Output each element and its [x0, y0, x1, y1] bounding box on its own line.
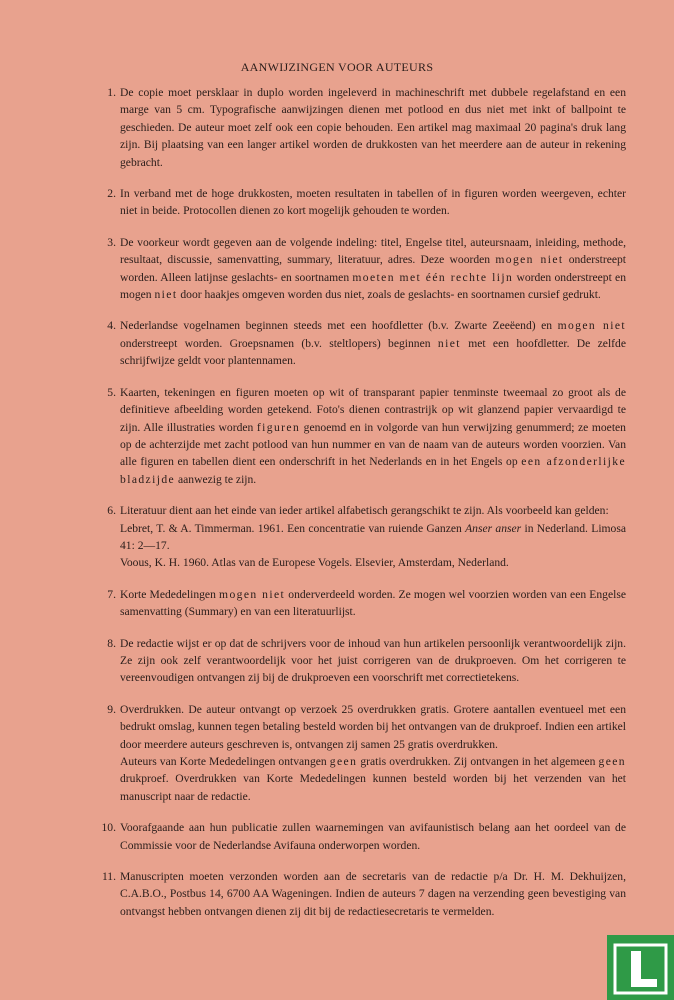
- item-number: 5.: [107, 385, 116, 399]
- list-item: [107, 317, 626, 369]
- item-text: De voorkeur wordt gegeven aan de volgende indeling: titel, Engelse titel, auteursnaam, inleiding, methode, resultaat, discussie, samenvatting, summary, literatuur, adres. Deze woorden mogen niet onderstreept worden. Alleen latijnse geslachts- en soortnamen moeten met één rechte lijn worden onderstreept en mogen niet door haakjes omgeven worden dus niet, zoals de geslachts- en soortnamen cursief gedrukt.: [120, 235, 626, 302]
- item-text: Nederlandse vogelnamen beginnen steeds met een hoofdletter (b.v. Zwarte Zeeëend) en mogen niet onderstreept worden. Groepsnamen (b.v. steltlopers) beginnen niet met een hoofdletter. De zelfde schrijfwijze geldt voor plantennamen.: [120, 319, 626, 368]
- item-text: Manuscripten moeten verzonden worden aan de secretaris van de redactie p/a Dr. H. M. Dekhuijzen, C.A.B.O., Postbus 14, 6700 AA Wageningen. Indien de auteurs 7 dagen na verzending geen bevestiging van ontvangst hebben ontvangen dienen zij dit bij de redactiesecretaris te vermelden.: [120, 870, 626, 918]
- item-number: 3.: [107, 235, 116, 249]
- item-number: 7.: [107, 587, 116, 601]
- list-item: [107, 502, 627, 572]
- item-number: 1.: [107, 86, 116, 99]
- item-number: 2.: [107, 187, 116, 201]
- item-number: 4.: [107, 319, 116, 333]
- item-text: Overdrukken. De auteur ontvangt op verzoek 25 overdrukken gratis. Grotere aantallen eventueel met een bedrukt omslag, kunnen tegen betaling besteld worden bij het ontvangen van de drukproef. Indien een artikel door meerdere auteurs geschreven is, ontvangen zij samen 25 gratis overdrukken. Auteurs van Korte Mededelingen ontvangen geen gratis overdrukken. Zij ontvangen in het algemeen geen drukproef. Overdrukken van Korte Mededelingen kunnen besteld worden bij het verzenden van het manuscript naar de redactie.: [120, 702, 626, 803]
- list-item: [107, 586, 627, 621]
- item-number: 9.: [107, 702, 116, 716]
- list-item: [107, 234, 626, 304]
- item-number: 8.: [107, 636, 116, 650]
- list-item: [107, 701, 626, 805]
- list-item: [101, 819, 626, 854]
- item-text: Voorafgaande aan hun publicatie zullen waarnemingen van avifaunistisch belang aan het oordeel van de Commissie voor de Nederlandse Avifauna onderworpen worden.: [120, 821, 626, 852]
- item-number: 11.: [101, 870, 116, 884]
- item-text: De redactie wijst er op dat de schrijvers voor de inhoud van hun artikelen persoonlijk verantwoordelijk zijn. Ze zijn ook zelf verantwoordelijk voor het juist corrigeren van de drukproeven. Om het corrigeren te vereenvoudigen ontvangen zij bij de drukproeven een voorschrift met correctietekens.: [120, 636, 626, 685]
- item-text: De copie moet persklaar in duplo worden ingeleverd in machineschrift met dubbele regelafstand en een marge van 5 cm. Typografische aanwijzingen dienen met potlood en dus niet met inkt of ballpoint te geschieden. De auteur moet zelf ook een copie behouden. Een artikel mag maximaal 20 pagina's druk lang zijn. Bij plaatsing van een langer artikel worden de drukkosten van het meerdere aan de auteur in rekening gebracht.: [120, 86, 626, 169]
- item-text: In verband met de hoge drukkosten, moeten resultaten in tabellen of in figuren worden weergeven, echter niet in beide. Protocollen dienen zo kort mogelijk gehouden te worden.: [120, 187, 626, 218]
- item-text: Korte Mededelingen mogen niet onderverdeeld worden. Ze mogen wel voorzien worden van een Engelse samenvatting (Summary) en van een literatuurlijst.: [120, 587, 627, 619]
- list-item: [101, 868, 626, 920]
- list-item: [107, 384, 626, 488]
- page-title: AANWIJZINGEN VOOR AUTEURS: [240, 60, 434, 74]
- list-item: [107, 84, 626, 171]
- instructions-list: [101, 84, 627, 934]
- letter-L-logo-icon: [607, 935, 674, 1000]
- item-number: 10.: [101, 821, 116, 835]
- list-item: [107, 185, 626, 220]
- item-text: Literatuur dient aan het einde van ieder artikel alfabetisch gerangschikt te zijn. Als voorbeeld kan gelden: Lebret, T. & A. Timmerman. 1961. Een concentratie van ruiende Ganzen Anser anser in Nederland. Limosa 41: 2—17. Voous, K. H. 1960. Atlas van de Europese Vogels. Elsevier, Amsterdam, Nederland.: [120, 504, 627, 570]
- item-text: Kaarten, tekeningen en figuren moeten op wit of transparant papier tenminste tweemaal zo groot als de definitieve afbeelding worden getekend. Foto's dienen contrastrijk op wit glanzend papier vervaardigd te zijn. Alle illustraties worden figuren genoemd en in volgorde van hun verwijzing genummerd; ze moeten op de achterzijde met zacht potlood van hun nummer en van de naam van de auteurs worden voorzien. Van alle figuren en tabellen dient een onderschrift in het Nederlands en in het Engels op een afzonderlijke bladzijde aanwezig te zijn.: [120, 385, 626, 486]
- item-number: 6.: [107, 504, 116, 518]
- list-item: [107, 635, 626, 687]
